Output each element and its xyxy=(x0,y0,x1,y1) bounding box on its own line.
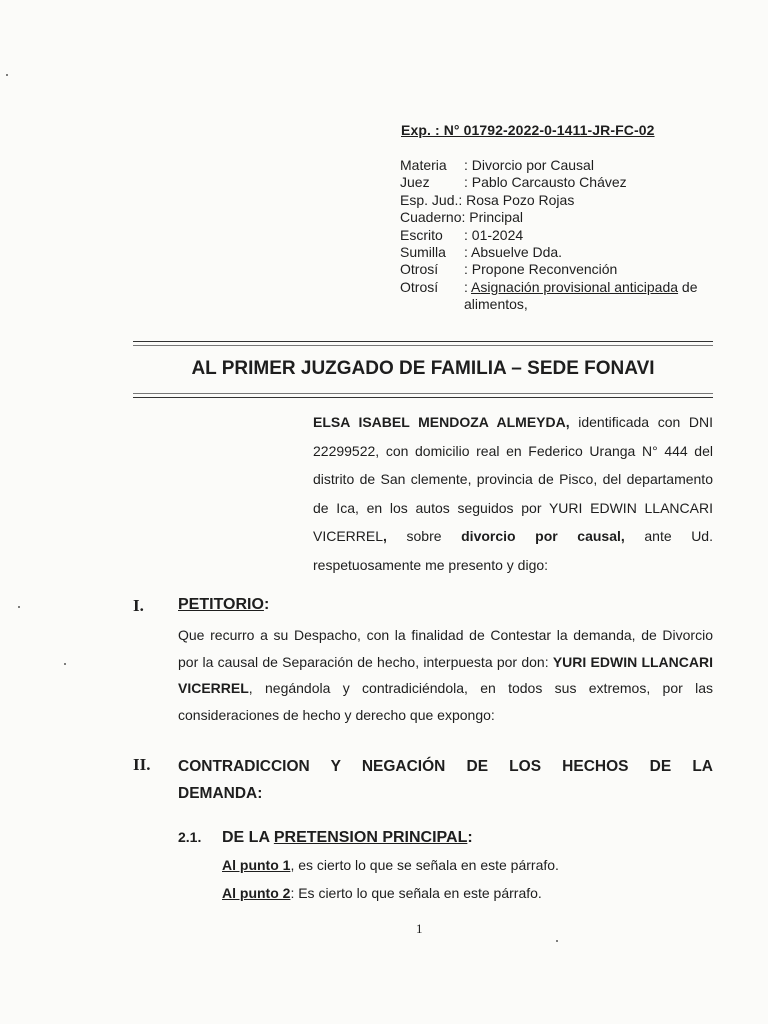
subsection-number: 2.1. xyxy=(178,829,202,845)
petitorio-text: , negándola y contradiciéndola, en todos sus extremos, por las consideraciones de hecho y derecho que expongo: xyxy=(178,680,713,723)
metadata-value: : Propone Reconvención xyxy=(464,261,618,278)
subsection-title xyxy=(222,829,473,847)
point-label: Al punto 2 xyxy=(222,885,291,901)
metadata-row xyxy=(400,227,730,244)
metadata-key: Escrito xyxy=(400,226,443,243)
top-rule xyxy=(133,341,713,342)
metadata-value: : Pablo Carcausto Chávez xyxy=(464,174,627,191)
bottom-rule xyxy=(133,397,713,398)
subsection-suffix: : xyxy=(467,829,473,846)
point-text: : Es cierto lo que señala en este párrafo. xyxy=(290,885,542,901)
petitorio-paragraph xyxy=(178,622,713,728)
metadata-value: : 01-2024 xyxy=(464,226,524,243)
section-2-number: II. xyxy=(133,755,151,774)
metadata-row xyxy=(400,174,730,191)
metadata-value: : Divorcio por Causal xyxy=(464,157,594,173)
petitorio-text: Que recurro a su Despacho, con la finalidad de Contestar la demanda, de Divorcio por la causal de Separación de hecho, interpuesta por don: xyxy=(178,627,713,670)
petitorio-colon: : xyxy=(263,596,270,613)
case-metadata xyxy=(400,157,730,314)
metadata-row xyxy=(400,279,730,314)
intro-text: identificada con DNI 22299522, con domicilio real en Federico Uranga N° 444 del distrito de San clemente, provincia de Pisco, del departamento de Ica, en los autos seguidos por YURI EDWIN LLANCARI VICERREL xyxy=(313,414,713,544)
section-1-title xyxy=(178,596,269,614)
metadata-row xyxy=(400,209,730,226)
petitorio-title: PETITORIO xyxy=(178,596,264,613)
scan-speck xyxy=(64,663,66,665)
metadata-value: : Rosa Pozo Rojas xyxy=(458,191,575,208)
metadata-row xyxy=(400,192,730,209)
intro-comma: , xyxy=(383,528,387,544)
court-heading: AL PRIMER JUZGADO DE FAMILIA – SEDE FONAVI xyxy=(191,358,655,379)
introduction-paragraph xyxy=(313,408,713,579)
metadata-key: Otrosí xyxy=(400,261,439,278)
metadata-row xyxy=(400,244,730,261)
point-2 xyxy=(222,885,542,901)
page-number: 1 xyxy=(416,921,423,936)
metadata-row xyxy=(400,261,730,278)
scan-speck xyxy=(18,606,20,608)
section-1-number: I. xyxy=(133,596,144,615)
expediente-number: Exp. : N° 01792-2022-0-1411-JR-FC-02 xyxy=(401,122,655,138)
plaintiff-name: ELSA ISABEL MENDOZA ALMEYDA, xyxy=(313,414,570,430)
metadata-key: Juez xyxy=(400,174,430,191)
metadata-row xyxy=(400,157,730,174)
metadata-key: Materia xyxy=(400,157,447,173)
subsection-prefix: DE LA xyxy=(222,829,274,846)
metadata-value: : Absuelve Dda. xyxy=(464,244,563,261)
point-1 xyxy=(222,857,559,873)
intro-text: ante Ud. respetuosamente me presento y digo: xyxy=(313,528,713,573)
scan-speck xyxy=(6,74,8,76)
point-text: , es cierto lo que se señala en este párrafo. xyxy=(290,857,559,873)
metadata-value: : Asignación provisional anticipada de alimentos, xyxy=(464,278,698,313)
point-label: Al punto 1 xyxy=(222,857,291,873)
metadata-key: Sumilla xyxy=(400,244,446,261)
metadata-key: Esp. Jud. xyxy=(400,191,459,208)
metadata-key: Otrosí xyxy=(400,278,439,295)
respondent-name: YURI EDWIN LLANCARI VICERREL xyxy=(178,653,713,696)
intro-text: sobre xyxy=(386,528,462,544)
subsection-underlined: PRETENSION PRINCIPAL xyxy=(273,829,468,846)
section-2-title: CONTRADICCION Y NEGACIÓN DE LOS HECHOS DE LA DEMANDA: xyxy=(178,758,713,802)
intro-bold: divorcio por causal, xyxy=(461,528,625,544)
metadata-value-rest: de alimentos, xyxy=(464,278,698,313)
top-rule-thin xyxy=(133,345,713,346)
bottom-rule-thin xyxy=(133,393,713,394)
metadata-value-underlined: Asignación provisional anticipada xyxy=(471,278,679,295)
metadata-key: Cuaderno xyxy=(400,209,462,226)
metadata-value: : Principal xyxy=(461,209,523,226)
scan-speck xyxy=(556,940,558,942)
